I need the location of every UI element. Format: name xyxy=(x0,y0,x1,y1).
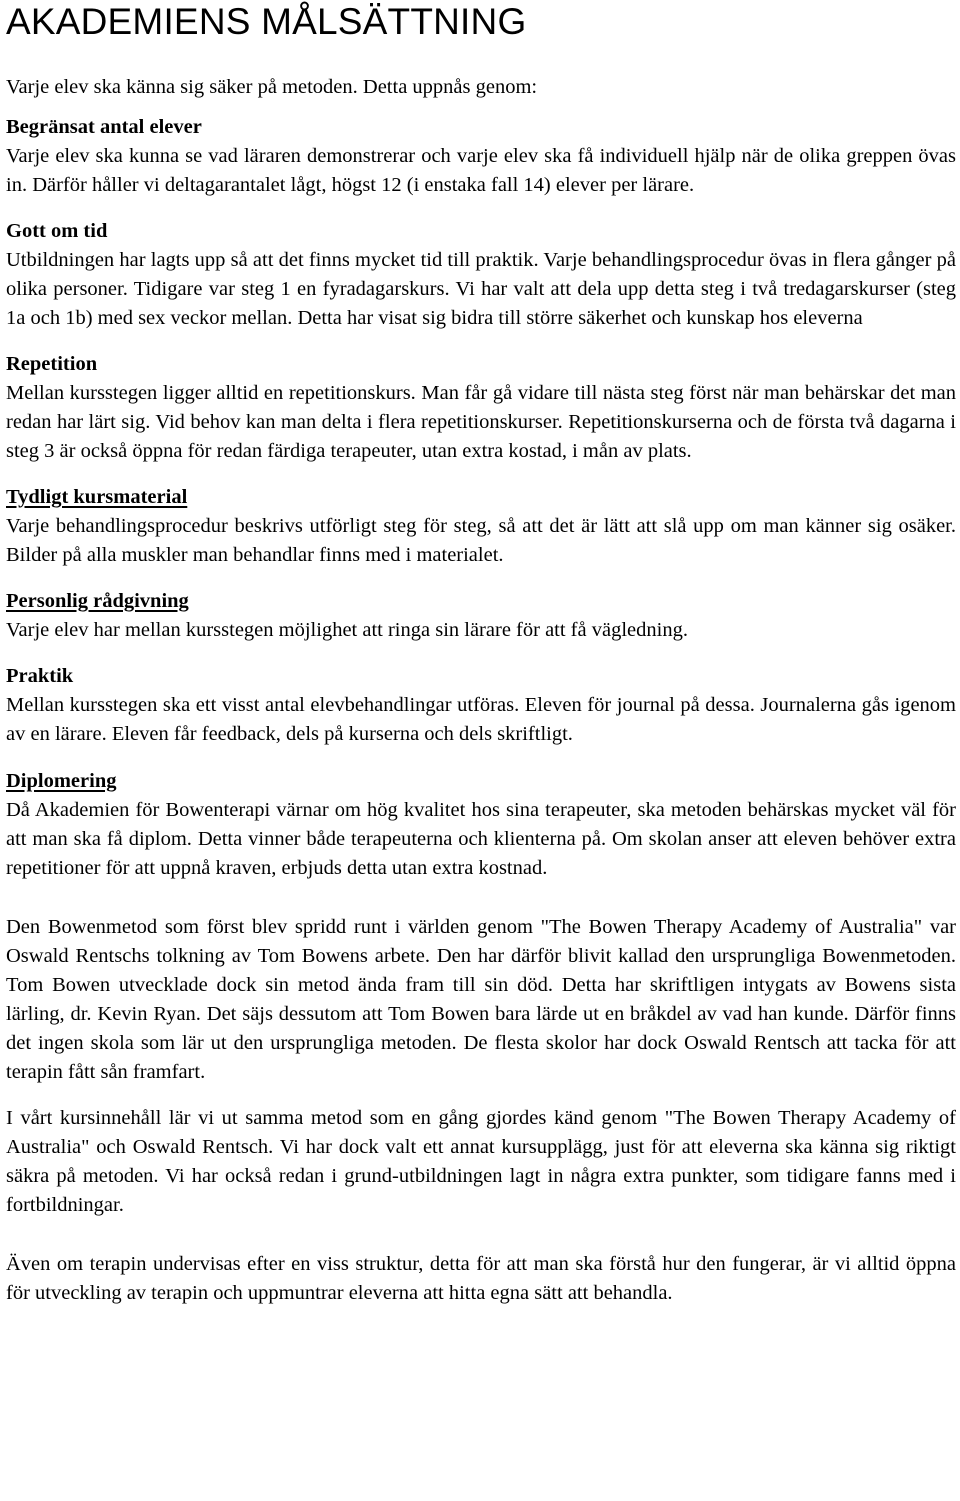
section-begransat-antal-elever xyxy=(6,113,956,200)
section-text: Mellan kursstegen ska ett visst antal elevbehandlingar utföras. Eleven för journal på dessa. Journalerna gås igenom av en lärare. Eleven får feedback, dels på kurserna och dels skriftligt. xyxy=(6,694,956,745)
section-personlig-radgivning xyxy=(6,587,956,645)
section-heading: Praktik xyxy=(6,665,74,687)
section-heading: Begränsat antal elever xyxy=(6,116,202,138)
section-text: Utbildningen har lagts upp så att det finns mycket tid till praktik. Varje behandlingsprocedur övas in flera gånger på olika personer. Tidigare var steg 1 en fyradagarskurs. Vi har valt att dela upp detta steg i två tredagarskurser (steg 1a och 1b) med sex veckor mellan. Detta har visat sig bidra till större säkerhet och kunskap hos eleverna xyxy=(6,249,956,329)
body-paragraph: Den Bowenmetod som först blev spridd runt i världen genom "The Bowen Therapy Academy of Australia" var Oswald Rentschs tolkning av Tom Bowens arbete. Den har därför blivit kallad den ursprungliga Bowenmetoden. Tom Bowen utvecklade dock sin metod ända fram till sin död. Detta har skriftligen intygats av Bowens sista lärling, dr. Kevin Ryan. Det säjs dessutom att Tom Bowen bara lärde ut en bråkdel av vad han kunde. Därför finns det ingen skola som lär ut den ursprungliga metoden. De flesta skolor har dock Oswald Rentsch att tacka för att terapin fått sån framfart. xyxy=(6,916,956,1083)
section-heading: Diplomering xyxy=(6,770,117,792)
section-text: Varje behandlingsprocedur beskrivs utförligt steg för steg, så att det är lätt att slå upp om man känner sig osäker. Bilder på alla muskler man behandlar finns med i materialet. xyxy=(6,515,956,566)
section-text: Varje elev har mellan kursstegen möjlighet att ringa sin lärare för att få vägledning. xyxy=(6,619,688,641)
document-page xyxy=(6,0,956,1308)
section-text: Varje elev ska kunna se vad läraren demonstrerar och varje elev ska få individuell hjälp när de olika greppen övas in. Därför håller vi deltagarantalet lågt, högst 12 (i enstaka fall 14) elever per lärare. xyxy=(6,145,956,196)
section-tydligt-kursmaterial xyxy=(6,483,956,570)
section-heading: Personlig rådgivning xyxy=(6,590,189,612)
section-praktik xyxy=(6,662,956,749)
section-repetition xyxy=(6,350,956,466)
body-paragraph: I vårt kursinnehåll lär vi ut samma metod som en gång gjordes känd genom "The Bowen Therapy Academy of Australia" och Oswald Rentsch. Vi har dock valt ett annat kursupplägg, just för att eleverna ska känna sig riktigt säkra på metoden. Vi har också redan i grund-utbildningen lagt in några extra punkter, som tidigare fanns med i fortbildningar. xyxy=(6,1107,956,1216)
body-paragraph: Även om terapin undervisas efter en viss struktur, detta för att man ska förstå hur den fungerar, är vi alltid öppna för utveckling av terapin och uppmuntrar eleverna att hitta egna sätt att behandla. xyxy=(6,1253,956,1304)
section-heading: Tydligt kursmaterial xyxy=(6,486,188,508)
section-diplomering xyxy=(6,767,956,883)
section-heading: Repetition xyxy=(6,353,98,375)
intro-text: Varje elev ska känna sig säker på metoden. Detta uppnås genom: xyxy=(6,76,538,98)
document-title: AKADEMIENS MÅLSÄTTNING xyxy=(6,1,527,42)
section-heading: Gott om tid xyxy=(6,220,108,242)
section-gott-om-tid xyxy=(6,217,956,333)
section-text: Mellan kursstegen ligger alltid en repetitionskurs. Man får gå vidare till nästa steg först när man behärskar det man redan har lärt sig. Vid behov kan man delta i flera repetitionskurser. Repetitionskurserna och de första två dagarna i steg 3 är också öppna för redan färdiga terapeuter, utan extra kostad, i mån av plats. xyxy=(6,382,956,462)
section-text: Då Akademien för Bowenterapi värnar om hög kvalitet hos sina terapeuter, ska metoden behärskas mycket väl för att man ska få diplom. Detta vinner både terapeuterna och klienterna på. Om skolan anser att eleven behöver extra repetitioner för att uppnå kraven, erbjuds detta utan extra kostnad. xyxy=(6,799,956,879)
